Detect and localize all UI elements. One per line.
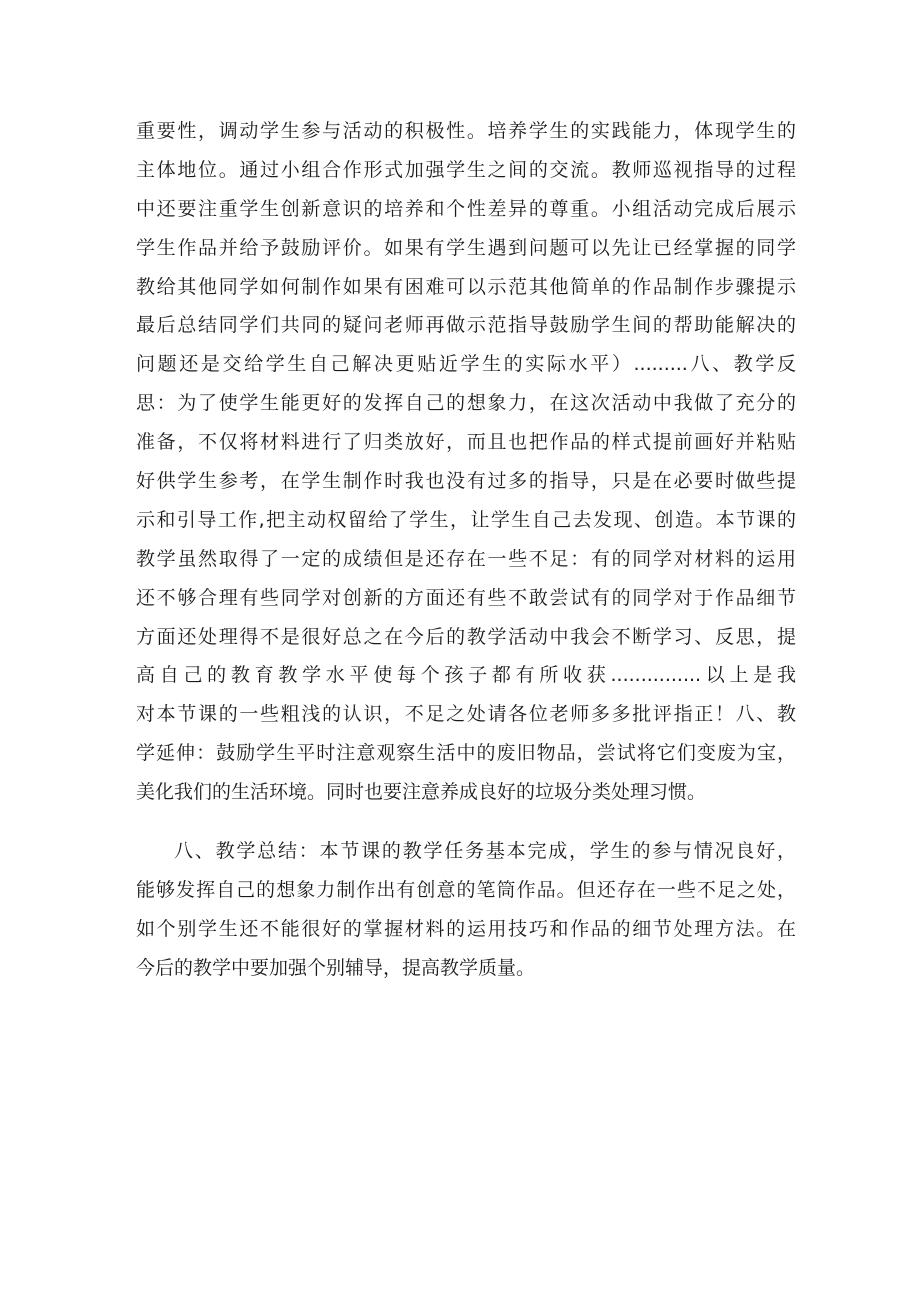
text-line: 对本节课的一些粗浅的认识，不足之处请各位老师多多批评指正！八、教: [136, 703, 796, 726]
text-line: 美化我们的生活环境。同时也要注意养成良好的垃圾分类处理习惯。: [136, 781, 707, 804]
paragraph-spacer: [136, 812, 796, 832]
paragraph-1: [136, 112, 796, 812]
text-line: 教给其他同学如何制作如果有困难可以示范其他简单的作品制作步骤提示: [136, 275, 796, 298]
text-line: 思：为了使学生能更好的发挥自己的想象力，在这次活动中我做了充分的: [136, 392, 796, 415]
paragraph-2: [136, 832, 796, 988]
text-line: 示和引导工作,把主动权留给了学生，让学生自己去发现、创造。本节课的: [136, 508, 796, 531]
text-line: 能够发挥自己的想象力制作出有创意的笔筒作品。但还存在一些不足之处，: [136, 878, 796, 901]
text-line: 还不够合理有些同学对创新的方面还有些不敢尝试有的同学对于作品细节: [136, 586, 796, 609]
text-line: 重要性，调动学生参与活动的积极性。培养学生的实践能力，体现学生的: [136, 120, 796, 142]
text-line: 好供学生参考，在学生制作时我也没有过多的指导，只是在必要时做些提: [136, 470, 796, 493]
text-line: 学生作品并给予鼓励评价。如果有学生遇到问题可以先让已经掌握的同学: [136, 236, 796, 259]
text-line: 问题还是交给学生自己解决更贴近学生的实际水平）.........八、教学反: [136, 353, 796, 376]
text-line: 今后的教学中要加强个别辅导，提高教学质量。: [136, 956, 536, 979]
text-line: 学延伸：鼓励学生平时注意观察生活中的废旧物品，尝试将它们变废为宝，: [136, 742, 796, 765]
document-body: [136, 112, 796, 988]
text-line: 八、教学总结：本节课的教学任务基本完成，学生的参与情况良好，: [174, 840, 796, 863]
text-line: 准备，不仅将材料进行了归类放好，而且也把作品的样式提前画好并粘贴: [136, 431, 796, 454]
text-line: 如个别学生还不能很好的掌握材料的运用技巧和作品的细节处理方法。在: [136, 917, 796, 940]
text-line: 方面还处理得不是很好总之在今后的教学活动中我会不断学习、反思，提: [136, 625, 796, 648]
text-line: 主体地位。通过小组合作形式加强学生之间的交流。教师巡视指导的过程: [136, 158, 796, 181]
text-line: 教学虽然取得了一定的成绩但是还存在一些不足：有的同学对材料的运用: [136, 547, 796, 570]
text-line: 中还要注重学生创新意识的培养和个性差异的尊重。小组活动完成后展示: [136, 197, 796, 220]
text-line: 最后总结同学们共同的疑问老师再做示范指导鼓励学生间的帮助能解决的: [136, 314, 796, 337]
text-line: 高自己的教育教学水平使每个孩子都有所收获...............以上是我: [136, 664, 796, 687]
